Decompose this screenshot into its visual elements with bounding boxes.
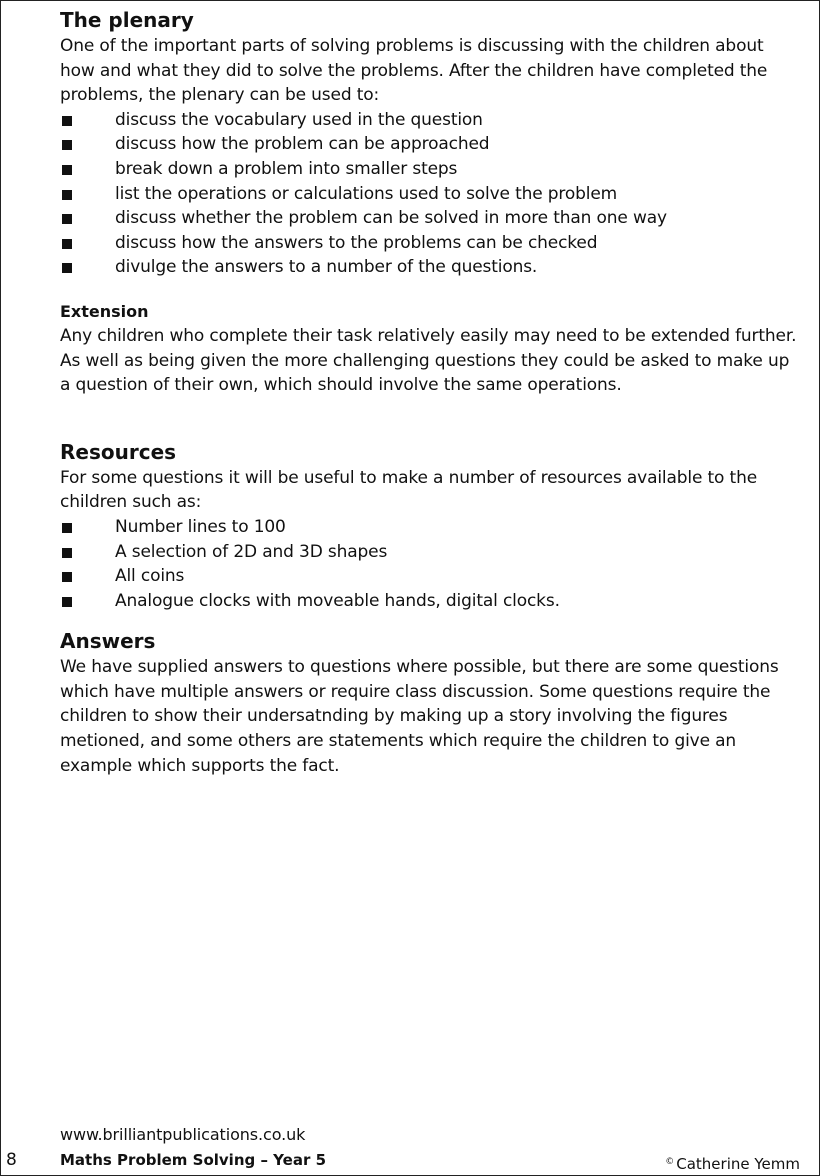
copyright-icon: © [665,1157,675,1167]
list-item: All coins [60,564,800,589]
plenary-bullet-list [60,108,800,280]
copyright-name: Catherine Yemm [676,1155,800,1173]
resources-bullet-list [60,515,800,613]
square-bullet-icon [62,572,72,582]
list-item: discuss the vocabulary used in the question [60,108,800,133]
list-item: list the operations or calculations used to solve the problem [60,182,800,207]
square-bullet-icon [62,190,72,200]
spacer [60,280,800,300]
publisher-url: www.brilliantpublications.co.uk [60,1125,306,1144]
spacer [60,398,800,438]
list-item: Analogue clocks with moveable hands, digital clocks. [60,589,800,614]
square-bullet-icon [62,116,72,126]
square-bullet-icon [62,140,72,150]
list-item: A selection of 2D and 3D shapes [60,540,800,565]
copyright-notice [665,1152,800,1174]
spacer [60,613,800,627]
page-content [60,6,800,778]
list-item: discuss how the answers to the problems can be checked [60,231,800,256]
square-bullet-icon [62,523,72,533]
resources-intro: For some questions it will be useful to make a number of resources available to the children such as: [60,467,758,513]
square-bullet-icon [62,165,72,175]
page-number: 8 [6,1150,17,1170]
list-item: Number lines to 100 [60,515,800,540]
plenary-heading: The plenary [60,8,194,32]
list-item: break down a problem into smaller steps [60,157,800,182]
resources-heading: Resources [60,439,177,464]
list-item: discuss how the problem can be approached [60,132,800,157]
answers-text: We have supplied answers to questions where possible, but there are some questions which have multiple answers or require class discussion. Some questions require the children to show their undersatnding by making up a story involving the figures metioned, and some others are statements which require the children to give an example which supports the fact. [60,657,779,776]
extension-heading: Extension [60,301,149,321]
list-item: discuss whether the problem can be solved in more than one way [60,206,800,231]
book-title: Maths Problem Solving – Year 5 [60,1151,327,1169]
square-bullet-icon [62,597,72,607]
square-bullet-icon [62,263,72,273]
list-item: divulge the answers to a number of the questions. [60,255,800,280]
plenary-intro: One of the important parts of solving problems is discussing with the children about how and what they did to solve the problems. After the children have completed the problems, the plenary can be used to: [60,36,768,106]
answers-heading: Answers [60,629,156,654]
square-bullet-icon [62,214,72,224]
square-bullet-icon [62,548,72,558]
square-bullet-icon [62,239,72,249]
extension-text: Any children who complete their task relatively easily may need to be extended further. As well as being given the more challenging questions they could be asked to make up a question of their own, which should involve the same operations. [60,325,797,396]
